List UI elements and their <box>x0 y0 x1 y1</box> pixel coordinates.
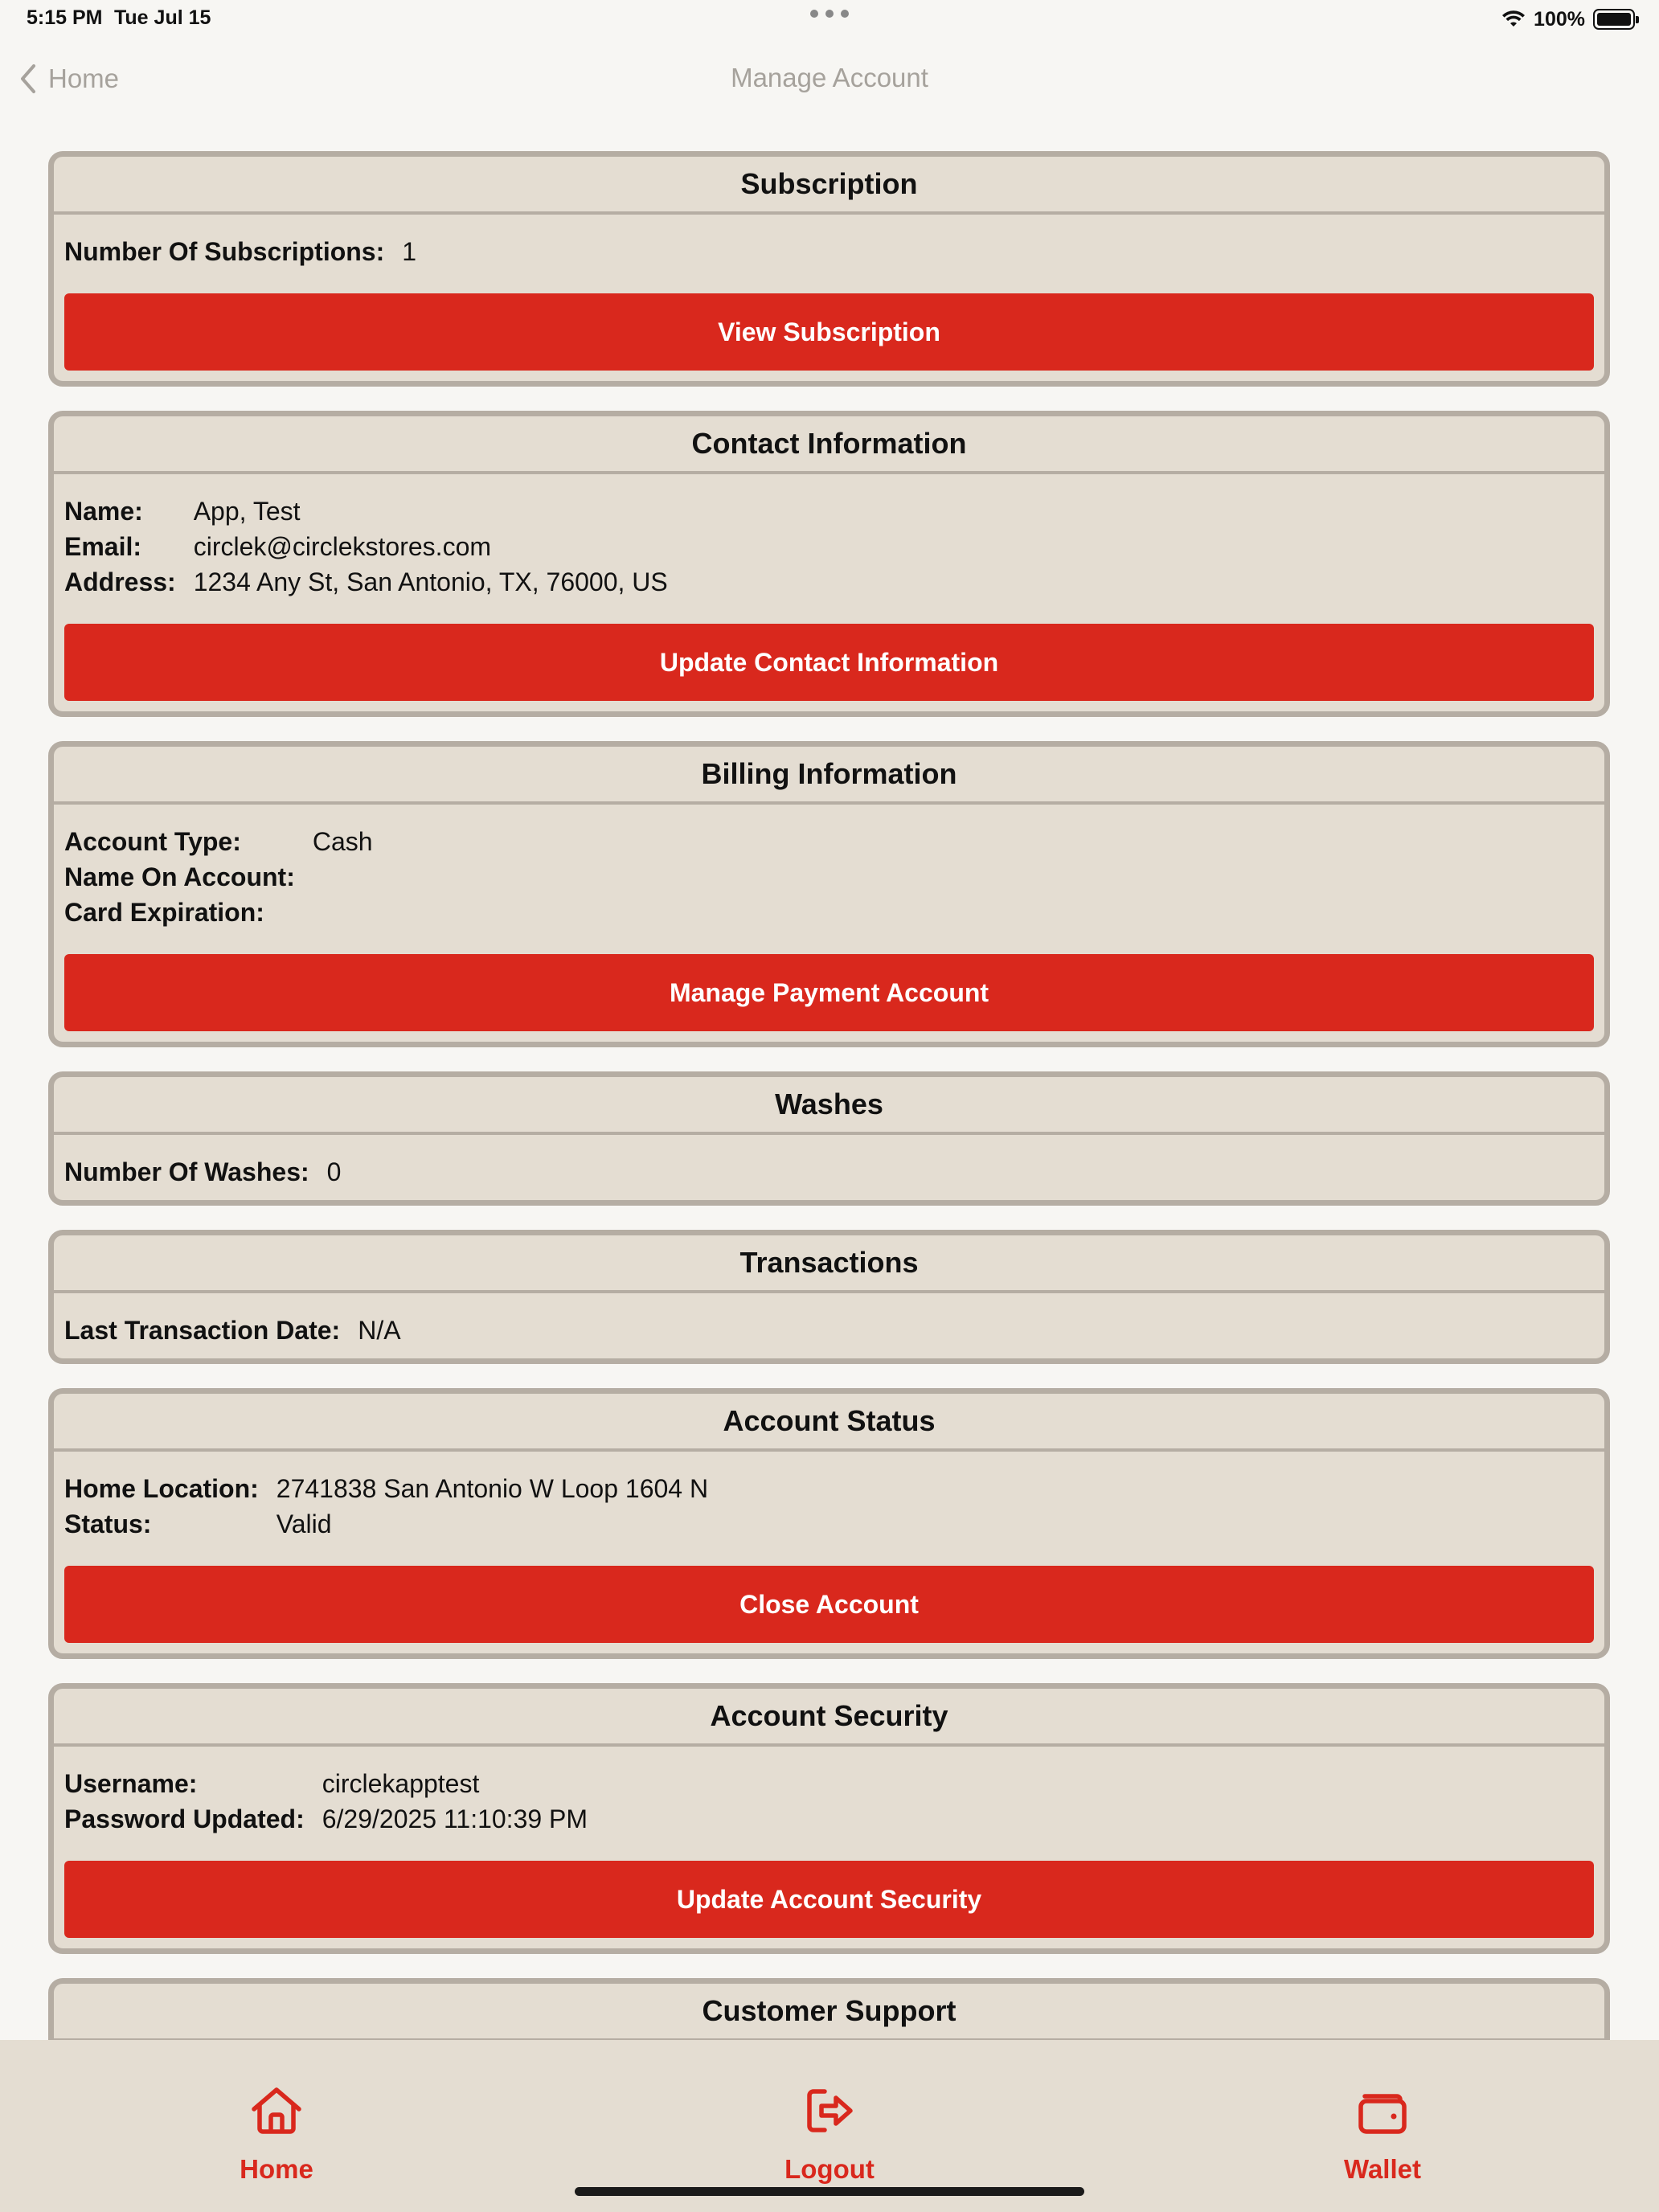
account-type-value: Cash <box>312 826 373 856</box>
washes-details <box>64 1154 341 1190</box>
tab-wallet-label: Wallet <box>1344 2154 1421 2184</box>
name-on-account-label: Name On Account: <box>64 862 295 891</box>
subscription-title: Subscription <box>54 157 1604 215</box>
subscriptions-count-label: Number Of Subscriptions: <box>64 236 385 266</box>
account-content[interactable] <box>48 151 1610 2040</box>
manage-payment-account-button[interactable]: Manage Payment Account <box>64 954 1594 1031</box>
account-status-title: Account Status <box>54 1394 1604 1452</box>
transactions-card <box>48 1230 1610 1364</box>
customer-support-title: Customer Support <box>54 1984 1604 2040</box>
status-label: Status: <box>64 1509 152 1538</box>
account-security-title: Account Security <box>54 1689 1604 1747</box>
battery-icon <box>1593 9 1635 30</box>
account-status-card <box>48 1388 1610 1659</box>
username-value: circlekapptest <box>322 1768 480 1798</box>
home-indicator[interactable] <box>575 2187 1084 2196</box>
email-label: Email: <box>64 531 142 561</box>
password-updated-value: 6/29/2025 11:10:39 PM <box>322 1804 588 1833</box>
last-transaction-date-label: Last Transaction Date: <box>64 1315 341 1345</box>
page-title: Manage Account <box>731 63 928 92</box>
wifi-icon <box>1501 10 1526 29</box>
battery-percentage: 100% <box>1534 7 1585 31</box>
tab-logout[interactable] <box>553 2040 1106 2212</box>
account-security-card <box>48 1683 1610 1954</box>
back-label: Home <box>48 63 120 93</box>
tab-bar <box>0 2040 1659 2212</box>
home-location-label: Home Location: <box>64 1473 259 1503</box>
status-right <box>1501 5 1635 34</box>
status-value: Valid <box>276 1509 332 1538</box>
username-label: Username: <box>64 1768 198 1798</box>
subscription-card <box>48 151 1610 387</box>
contact-details <box>64 494 668 600</box>
status-bar <box>0 0 1659 40</box>
contact-information-card <box>48 411 1610 717</box>
name-on-account-value <box>313 859 373 895</box>
tab-home[interactable] <box>0 2040 553 2212</box>
card-expiration-label: Card Expiration: <box>64 897 264 927</box>
washes-title: Washes <box>54 1077 1604 1135</box>
navigation-bar <box>0 48 1659 113</box>
wallet-icon <box>1354 2082 1411 2140</box>
multitasking-dots-icon[interactable] <box>810 8 849 19</box>
washes-count-value: 0 <box>326 1157 342 1186</box>
washes-card <box>48 1071 1610 1206</box>
billing-details <box>64 824 373 930</box>
home-location-value: 2741838 San Antonio W Loop 1604 N <box>276 1473 709 1503</box>
transactions-details <box>64 1313 401 1348</box>
transactions-title: Transactions <box>54 1235 1604 1293</box>
tab-wallet[interactable] <box>1106 2040 1659 2212</box>
billing-information-title: Billing Information <box>54 747 1604 805</box>
billing-information-card <box>48 741 1610 1047</box>
tab-home-label: Home <box>240 2154 313 2184</box>
card-expiration-value <box>313 895 373 930</box>
account-security-details <box>64 1766 588 1837</box>
tab-logout-label: Logout <box>784 2154 875 2184</box>
account-type-label: Account Type: <box>64 826 241 856</box>
last-transaction-date-value: N/A <box>358 1315 401 1345</box>
contact-information-title: Contact Information <box>54 416 1604 474</box>
customer-support-card <box>48 1978 1610 2040</box>
password-updated-label: Password Updated: <box>64 1804 305 1833</box>
update-account-security-button[interactable]: Update Account Security <box>64 1861 1594 1938</box>
status-time: 5:15 PM <box>27 6 103 29</box>
logout-icon <box>801 2082 858 2140</box>
subscription-details <box>64 234 416 269</box>
account-status-details <box>64 1471 708 1542</box>
address-label: Address: <box>64 567 176 596</box>
status-date: Tue Jul 15 <box>114 6 211 29</box>
name-value: App, Test <box>193 496 301 526</box>
address-value: 1234 Any St, San Antonio, TX, 76000, US <box>193 567 668 596</box>
view-subscription-button[interactable]: View Subscription <box>64 293 1594 371</box>
close-account-button[interactable]: Close Account <box>64 1566 1594 1643</box>
email-value: circlek@circlekstores.com <box>193 531 492 561</box>
subscriptions-count-value: 1 <box>402 236 417 266</box>
washes-count-label: Number Of Washes: <box>64 1157 309 1186</box>
update-contact-information-button[interactable]: Update Contact Information <box>64 624 1594 701</box>
home-icon <box>248 2082 305 2140</box>
name-label: Name: <box>64 496 143 526</box>
